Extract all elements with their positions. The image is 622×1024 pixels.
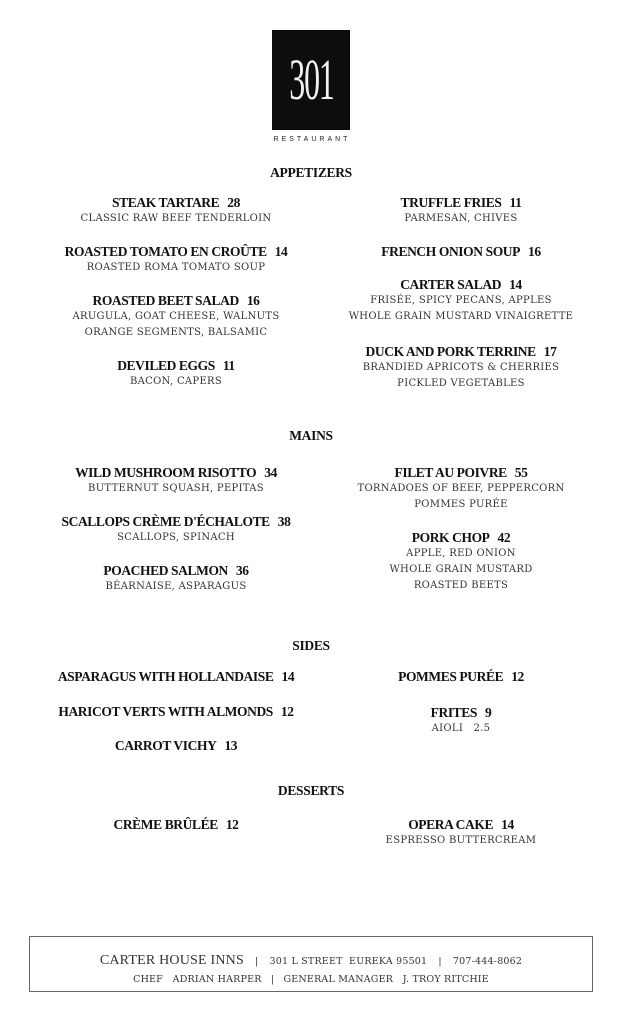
item-price: 12 — [280, 704, 294, 719]
item-price: 16 — [246, 293, 260, 308]
menu-item — [26, 562, 326, 595]
item-description: SCALLOPS, SPINACH — [117, 532, 235, 543]
gm-label: GENERAL MANAGER — [283, 974, 394, 985]
item-name: FILET AU POIVRE — [394, 465, 507, 480]
company-name: CARTER HOUSE INNS — [99, 953, 244, 968]
separator: | — [438, 956, 442, 967]
menu-item — [26, 292, 326, 341]
item-description: PARMESAN, CHIVES — [404, 213, 518, 224]
logo-subtitle: RESTAURANT — [273, 136, 351, 143]
item-description: BUTTERNUT SQUASH, PEPITAS — [88, 483, 264, 494]
item-price: 13 — [224, 738, 238, 753]
menu-item — [311, 194, 611, 227]
item-name: ROASTED TOMATO EN CROÛTE — [64, 244, 267, 259]
item-name: WILD MUSHROOM RISOTTO — [75, 465, 257, 480]
item-price: 14 — [274, 244, 288, 259]
item-name: DUCK AND PORK TERRINE — [365, 344, 536, 359]
item-price: 9 — [485, 705, 492, 720]
item-description: ORANGE SEGMENTS, BALSAMIC — [84, 327, 268, 338]
item-description: ESPRESSO BUTTERCREAM — [385, 835, 537, 846]
item-description: BÉARNAISE, ASPARAGUS — [105, 581, 247, 592]
item-price: 38 — [277, 514, 291, 529]
item-name: HARICOT VERTS WITH ALMONDS — [58, 704, 273, 719]
item-price: 14 — [509, 277, 522, 292]
item-description: WHOLE GRAIN MUSTARD VINAIGRETTE — [348, 311, 574, 322]
section-title-appetizers: APPETIZERS — [270, 165, 352, 180]
item-description: FRISÉE, SPICY PECANS, APPLES — [370, 295, 552, 306]
menu-item — [26, 243, 326, 276]
item-price: 12 — [225, 817, 239, 832]
item-name: ASPARAGUS WITH HOLLANDAISE — [57, 669, 274, 684]
item-description: CLASSIC RAW BEEF TENDERLOIN — [80, 213, 272, 224]
item-price: 12 — [511, 669, 524, 684]
menu-item — [26, 668, 326, 685]
menu-item — [311, 668, 611, 685]
menu-item — [311, 529, 611, 594]
item-description: PICKLED VEGETABLES — [397, 378, 525, 389]
item-description: ARUGULA, GOAT CHEESE, WALNUTS — [72, 311, 280, 322]
footer-box — [29, 936, 593, 992]
item-price: 55 — [514, 465, 528, 480]
menu-item — [26, 357, 326, 390]
menu-item — [26, 737, 326, 754]
item-description: APPLE, RED ONION — [406, 548, 516, 559]
item-name: STEAK TARTARE — [112, 195, 220, 210]
phone-number: 707-444-8062 — [452, 956, 523, 967]
item-name: FRITES — [430, 705, 477, 720]
item-name: FRENCH ONION SOUP — [381, 244, 520, 259]
item-price: 16 — [528, 244, 541, 259]
item-price: 42 — [497, 530, 511, 545]
item-price: 14 — [281, 669, 295, 684]
menu-item — [26, 513, 326, 546]
menu-item — [311, 276, 611, 325]
item-description: AIOLI 2.5 — [431, 723, 491, 734]
separator: | — [255, 956, 259, 967]
menu-item — [26, 194, 326, 227]
item-description: ROASTED ROMA TOMATO SOUP — [86, 262, 266, 273]
item-name: ROASTED BEET SALAD — [92, 293, 239, 308]
item-description: TORNADOES OF BEEF, PEPPERCORN — [357, 483, 565, 494]
menu-item — [311, 816, 611, 849]
item-price: 11 — [222, 358, 235, 373]
menu-item — [311, 243, 611, 260]
item-name: POACHED SALMON — [103, 563, 228, 578]
chef-label: CHEF — [133, 974, 163, 985]
menu-item — [26, 464, 326, 497]
menu-item — [311, 464, 611, 513]
logo-number: 301 — [288, 47, 334, 112]
item-name: CARTER SALAD — [400, 277, 502, 292]
item-description: BRANDIED APRICOTS & CHERRIES — [362, 362, 560, 373]
chef-name: ADRIAN HARPER — [172, 974, 262, 985]
section-title-mains: MAINS — [289, 428, 333, 443]
section-title-desserts: DESSERTS — [277, 783, 345, 798]
footer-contact-line — [30, 949, 592, 969]
menu-item — [311, 704, 611, 737]
item-name: DEVILED EGGS — [117, 358, 215, 373]
menu-item — [311, 343, 611, 392]
separator: | — [270, 974, 275, 985]
item-name: PORK CHOP — [411, 530, 490, 545]
menu-item — [26, 816, 326, 833]
footer-staff-line — [30, 974, 592, 985]
item-description: POMMES PURÉE — [414, 499, 508, 510]
item-price: 14 — [501, 817, 514, 832]
item-price: 11 — [509, 195, 522, 210]
item-price: 28 — [227, 195, 240, 210]
section-title-sides: SIDES — [292, 638, 330, 653]
item-name: CARROT VICHY — [114, 738, 217, 753]
address: 301 L STREET EUREKA 95501 — [269, 956, 428, 967]
item-name: SCALLOPS CRÈME D'ÉCHALOTE — [61, 514, 270, 529]
item-name: OPERA CAKE — [408, 817, 494, 832]
item-name: POMMES PURÉE — [398, 669, 504, 684]
item-price: 34 — [264, 465, 277, 480]
item-description: WHOLE GRAIN MUSTARD — [389, 564, 533, 575]
item-name: CRÈME BRÛLÉE — [113, 817, 218, 832]
gm-name: J. TROY RITCHIE — [402, 974, 489, 985]
item-description: BACON, CAPERS — [129, 376, 223, 387]
menu-item — [26, 703, 326, 720]
item-price: 36 — [235, 563, 249, 578]
item-price: 17 — [543, 344, 557, 359]
restaurant-logo — [272, 30, 350, 130]
item-name: TRUFFLE FRIES — [400, 195, 502, 210]
item-description: ROASTED BEETS — [413, 580, 509, 591]
